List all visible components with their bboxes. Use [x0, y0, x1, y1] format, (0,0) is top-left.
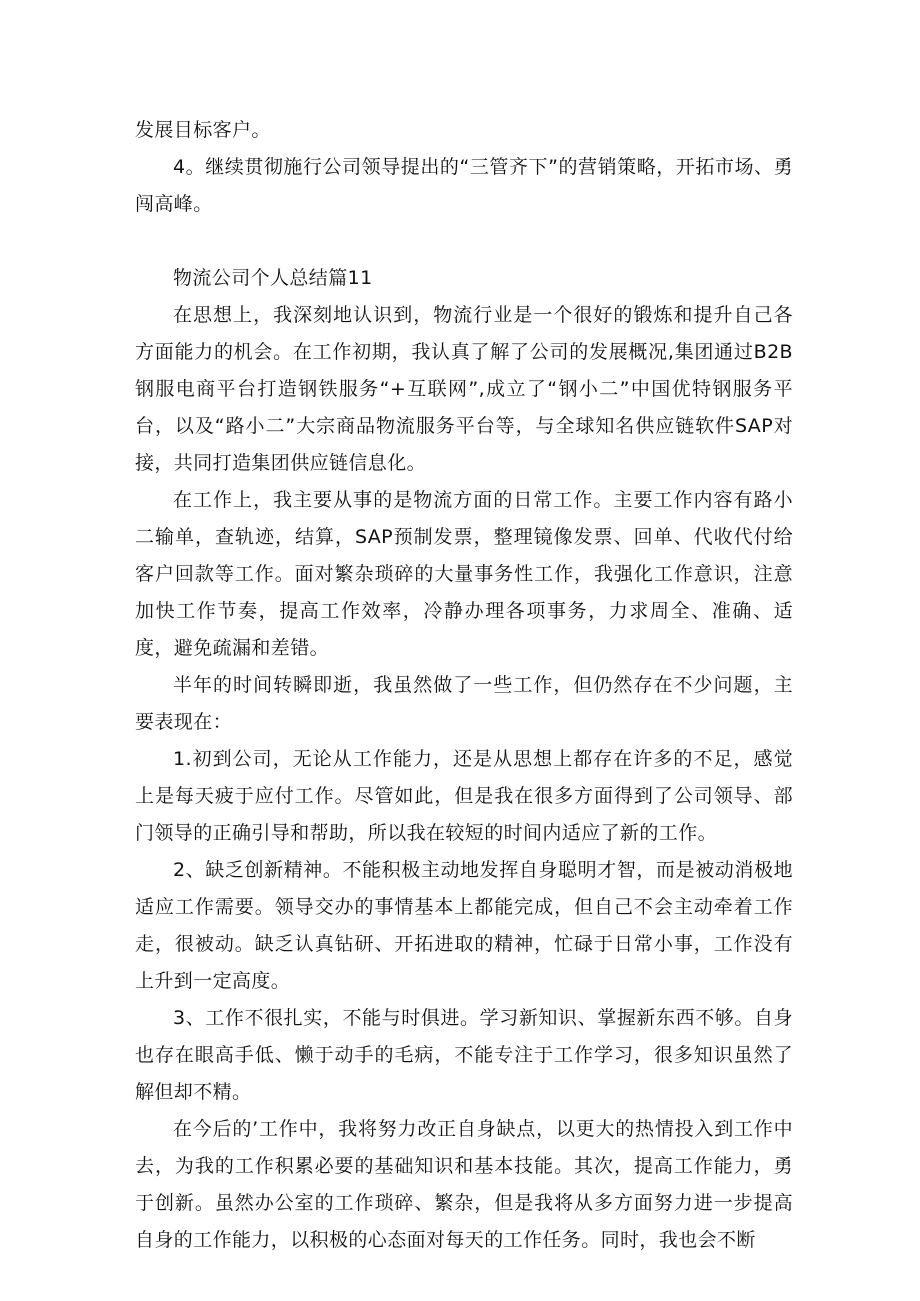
paragraph-continuation: 发展目标客户。	[135, 119, 271, 141]
document-body	[135, 112, 793, 1259]
paragraph-problem-3: 3、工作不很扎实，不能与时俱进。学习新知识、掌握新东西不够。自身也存在眼高手低、懒于动手的毛病，不能专注于工作学习，很多知识虽然了解但却不精。	[135, 1007, 793, 1103]
paragraph-problem-2: 2、缺乏创新精神。不能积极主动地发挥自身聪明才智，而是被动消极地适应工作需要。领导交办的事情基本上都能完成，但自己不会主动牵着工作走，很被动。缺乏认真钻研、开拓进取的精神，忙碌于日常小事，工作没有上升到一定高度。	[135, 859, 793, 992]
paragraph-problems-intro: 半年的时间转瞬即逝，我虽然做了一些工作，但仍然存在不少问题，主要表现在：	[135, 674, 793, 733]
paragraph-work: 在工作上，我主要从事的是物流方面的日常工作。主要工作内容有路小二输单，查轨迹，结算，SAP预制发票，整理镜像发票、回单、代收代付给客户回款等工作。面对繁杂琐碎的大量事务性工作，我强化工作意识，注意加快工作节奏，提高工作效率，冷静办理各项事务，力求周全、准确、适度，避免疏漏和差错。	[135, 489, 793, 659]
paragraph-future: 在今后的’工作中，我将努力改正自身缺点，以更大的热情投入到工作中去，为我的工作积累必要的基础知识和基本技能。其次，提高工作能力，勇于创新。虽然办公室的工作琐碎、繁杂，但是我将从多方面努力进一步提高自身的工作能力，以积极的心态面对每天的工作任务。同时，我也会不断	[135, 1118, 793, 1251]
paragraph-item-4: 4。继续贯彻施行公司领导提出的“三管齐下”的营销策略，开拓市场、勇闯高峰。	[135, 156, 793, 215]
section-title: 物流公司个人总结篇11	[173, 267, 373, 289]
paragraph-thought: 在思想上，我深刻地认识到，物流行业是一个很好的锻炼和提升自己各方面能力的机会。在工作初期，我认真了解了公司的发展概况,集团通过B2B钢服电商平台打造钢铁服务“+互联网”,成立了“钢小二”中国优特钢服务平台，以及“路小二”大宗商品物流服务平台等，与全球知名供应链软件SAP对接，共同打造集团供应链信息化。	[135, 304, 793, 474]
paragraph-problem-1: 1.初到公司，无论从工作能力，还是从思想上都存在许多的不足，感觉上是每天疲于应付工作。尽管如此，但是我在很多方面得到了公司领导、部门领导的正确引导和帮助，所以我在较短的时间内适应了新的工作。	[135, 748, 793, 844]
